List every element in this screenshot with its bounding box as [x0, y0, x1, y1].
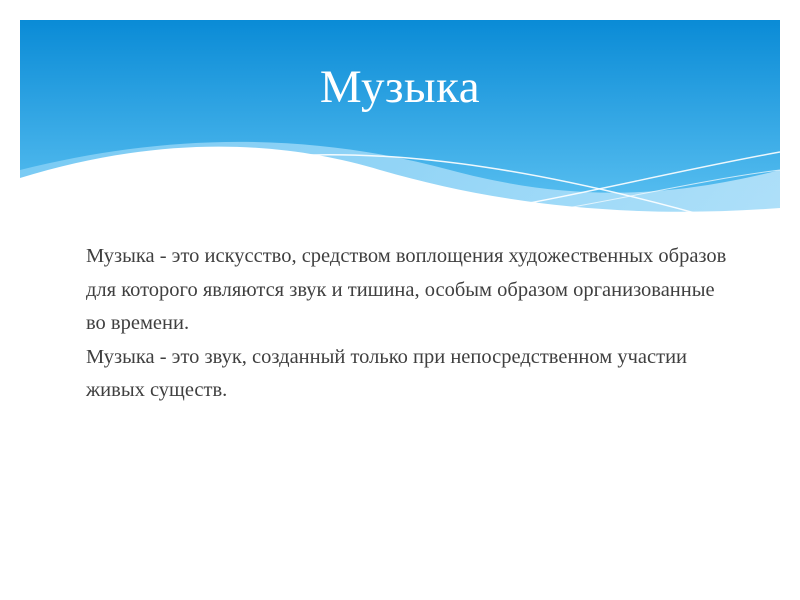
- slide-body: [86, 240, 736, 408]
- body-paragraph-1: Музыка - это искусство, средством воплощения художественных образов для которого являются звук и тишина, особым образом организованные во времени.: [86, 245, 727, 334]
- header-wave-background: [20, 20, 780, 230]
- slide: [20, 20, 780, 580]
- body-paragraph-2: Музыка - это звук, созданный только при непосредственном участии живых существ.: [86, 345, 688, 401]
- slide-title: Музыка: [319, 61, 481, 113]
